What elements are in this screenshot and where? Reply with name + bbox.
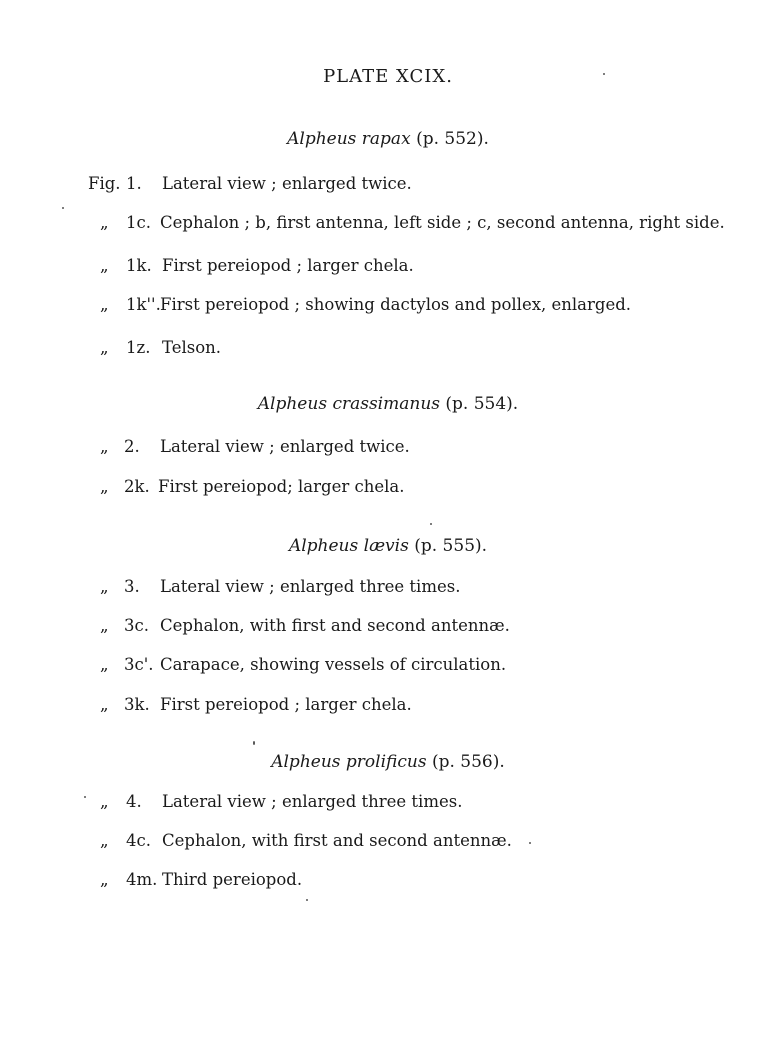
species-name: Alpheus rapax (287, 129, 411, 149)
scan-speck (84, 796, 86, 798)
figure-prefix: „ (100, 655, 109, 674)
figure-number: 4c. (126, 831, 151, 850)
figure-description: First pereiopod ; showing dactylos and pollex, enlarged. (160, 295, 632, 314)
section-heading (0, 129, 776, 149)
figure-prefix: Fig. (88, 174, 121, 193)
figure-description: Lateral view ; enlarged three times. (160, 577, 461, 596)
figure-description: Third pereiopod. (162, 870, 303, 889)
figure-number: 1k''. (126, 295, 161, 314)
figure-description: Lateral view ; enlarged twice. (162, 174, 412, 193)
figure-number: 4. (126, 792, 142, 811)
figure-prefix: „ (100, 577, 109, 596)
figure-number: 2k. (124, 477, 150, 496)
section-heading (0, 536, 776, 556)
figure-number: 1z. (126, 338, 151, 357)
figure-description: First pereiopod; larger chela. (158, 477, 405, 496)
figure-description: First pereiopod ; larger chela. (162, 256, 414, 275)
figure-prefix: „ (100, 831, 109, 850)
page-reference: (p. 556). (431, 752, 505, 772)
figure-prefix: „ (100, 792, 109, 811)
figure-description: Cephalon ; b, first antenna, left side ; c, second antenna, right side. (160, 213, 725, 232)
section-heading (0, 752, 776, 772)
figure-number: 1. (126, 174, 142, 193)
plate-title: PLATE XCIX. (323, 66, 453, 87)
figure-number: 3c'. (124, 655, 154, 674)
figure-description: Cephalon, with first and second antennæ. (160, 616, 510, 635)
figure-description: Telson. (162, 338, 222, 357)
page-reference: (p. 555). (414, 536, 488, 556)
figure-prefix: „ (100, 695, 109, 714)
figure-prefix: „ (100, 870, 109, 889)
figure-number: 2. (124, 437, 140, 456)
figure-prefix: „ (100, 437, 109, 456)
figure-number: 3c. (124, 616, 149, 635)
scan-speck (62, 207, 64, 209)
figure-number: 3. (124, 577, 140, 596)
figure-number: 1c. (126, 213, 151, 232)
scan-speck (529, 842, 531, 844)
scan-speck (603, 73, 605, 75)
species-name: Alpheus crassimanus (257, 394, 440, 414)
figure-description: Lateral view ; enlarged twice. (160, 437, 410, 456)
figure-prefix: „ (100, 338, 109, 357)
section-heading (0, 394, 776, 414)
figure-description: First pereiopod ; larger chela. (160, 695, 412, 714)
scan-speck (253, 741, 255, 745)
figure-prefix: „ (100, 213, 109, 232)
species-name: Alpheus lævis (288, 536, 409, 556)
scan-speck (306, 899, 308, 901)
figure-description: Carapace, showing vessels of circulation. (160, 655, 507, 674)
page-reference: (p. 552). (416, 129, 489, 149)
figure-prefix: „ (100, 256, 109, 275)
page-reference: (p. 554). (445, 394, 519, 414)
figure-number: 4m. (126, 870, 158, 889)
scan-speck (430, 523, 432, 525)
figure-prefix: „ (100, 295, 109, 314)
species-name: Alpheus prolificus (271, 752, 427, 772)
figure-number: 3k. (124, 695, 150, 714)
figure-prefix: „ (100, 616, 109, 635)
figure-description: Cephalon, with first and second antennæ. (162, 831, 512, 850)
figure-description: Lateral view ; enlarged three times. (162, 792, 463, 811)
figure-prefix: „ (100, 477, 109, 496)
figure-number: 1k. (126, 256, 152, 275)
